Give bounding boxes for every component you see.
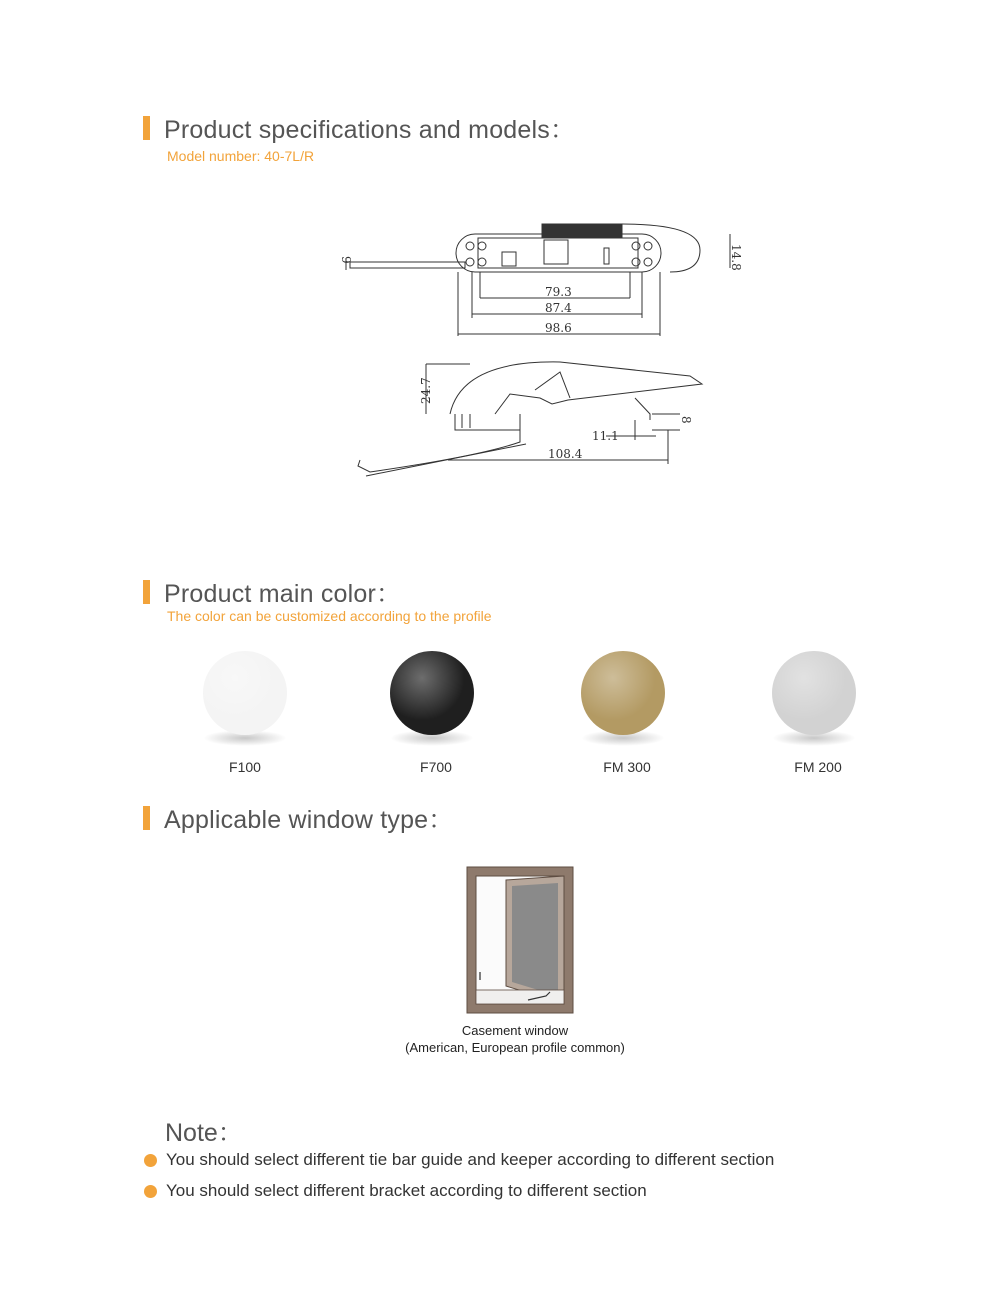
color-label-fm200: FM 200 bbox=[794, 759, 842, 775]
color-swatch-fm200 bbox=[772, 651, 856, 735]
dim-79-3: 79.3 bbox=[545, 285, 572, 299]
dim-8: 8 bbox=[679, 416, 693, 424]
colors-title: Product main color： bbox=[164, 580, 402, 608]
dim-9: 9 bbox=[339, 256, 353, 264]
dim-11-1: 11.1 bbox=[592, 429, 619, 443]
note-item bbox=[144, 1181, 647, 1201]
color-label-f700: F700 bbox=[420, 759, 452, 775]
dim-24-7: 24.7 bbox=[419, 377, 433, 404]
window-caption-line2: (American, European profile common) bbox=[405, 1040, 625, 1055]
note-item bbox=[144, 1150, 774, 1170]
accent-bar bbox=[143, 806, 150, 830]
note-title: Note： bbox=[165, 1119, 243, 1147]
color-swatch-f100 bbox=[203, 651, 287, 735]
note-text: You should select different bracket according to different section bbox=[166, 1181, 647, 1200]
casement-window-illustration bbox=[466, 866, 574, 1014]
dim-87-4: 87.4 bbox=[545, 301, 572, 315]
bullet-dot bbox=[144, 1185, 157, 1198]
color-label-f100: F100 bbox=[229, 759, 261, 775]
colors-subtitle: The color can be customized according to the profile bbox=[167, 608, 492, 624]
accent-bar bbox=[143, 116, 150, 140]
dim-108-4: 108.4 bbox=[548, 447, 583, 461]
bullet-dot bbox=[144, 1154, 157, 1167]
specs-heading bbox=[143, 110, 575, 146]
color-swatch-f700 bbox=[390, 651, 474, 735]
dim-14-8: 14.8 bbox=[729, 244, 743, 271]
colors-heading bbox=[143, 574, 401, 610]
window-heading bbox=[143, 800, 453, 836]
color-swatch-fm300 bbox=[581, 651, 665, 735]
window-title: Applicable window type： bbox=[164, 806, 454, 834]
model-number: Model number: 40-7L/R bbox=[167, 148, 315, 164]
technical-drawing bbox=[330, 210, 743, 500]
accent-bar bbox=[143, 580, 150, 604]
color-label-fm300: FM 300 bbox=[603, 759, 651, 775]
window-caption-line1: Casement window bbox=[461, 1023, 569, 1038]
note-text: You should select different tie bar guide and keeper according to different section bbox=[166, 1150, 775, 1169]
dim-98-6: 98.6 bbox=[545, 321, 572, 335]
specs-title: Product specifications and models： bbox=[164, 116, 576, 144]
